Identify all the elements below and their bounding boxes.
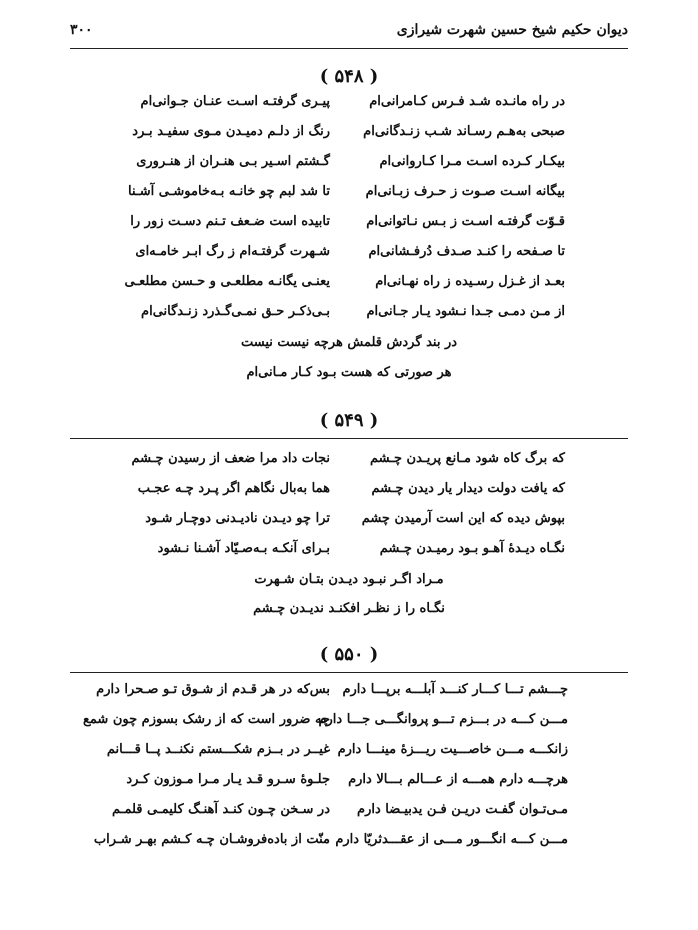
hemistich-2: بپوش دیده که این است آرمیدن چشم [361,511,565,526]
hemistich-2: صبحی به‌هـم رسـاند شـب زنـدگانی‌ام [363,124,565,139]
hemistich-2: تا صـفحه را کنـد صـدف دُرفـشانی‌ام [368,244,565,259]
hemistich-2: از مـن دمـی جـدا نـشود یـار جـانی‌ام [366,304,565,319]
closing-hemistich-1: در بند گردش قلمش هرچه نیست نیست [240,335,458,350]
closing-hemistich-2: هر صورتی که هست بـود کـار مـانی‌ام [246,365,452,380]
section-divider [70,672,628,673]
closing-hemistich-1: مـراد اگـر نبـود دیـدن بتـان شـهرت [254,572,444,587]
hemistich-2: نگـاه دیـدهٔ آهـو بـود رمیـدن چـشم [379,541,565,556]
hemistich-1: منّت از باده‌فروشـان چـه کـشم بهـر شـراب [93,832,330,847]
hemistich-2: قـوّت گرفتـه اسـت ز بـس نـاتوانی‌ام [366,214,565,229]
section-divider [70,438,628,439]
hemistich-1: ترا چو دیـدن نادیـدنی دوچـار شـود [145,511,330,526]
hemistich-1: جلـوهٔ سـرو قـد یـار مـرا مـوزون کـرد [126,772,330,787]
hemistich-1: گـشتم اسـیر بـی هنـران از هنـروری [136,154,330,169]
hemistich-1: نجات داد مرا ضعف از رسیدن چـشم [131,451,330,466]
hemistich-2: چـــشم تـــا کـــار کنـــد آبلـــه برپـــا دارم [342,682,568,697]
poem-number-549: ( ۵۴۹ ) [319,410,379,431]
hemistich-1: بـی‌ذکـر حـق نمـی‌گـذرد زنـدگانی‌ام [141,304,330,319]
hemistich-2: هرچـــه دارم همـــه از عـــالم بـــالا دارم [348,772,568,787]
hemistich-1: در سـخن چـون کنـد آهنـگ کلیمـی قلمـم [112,802,330,817]
hemistich-1: چه ضرور است که از رشک بسوزم چون شمع [83,712,330,727]
hemistich-2: در راه مانـده شـد فـرس کـامرانی‌ام [369,94,565,109]
hemistich-2: بعـد از غـزل رسـیده ز راه نهـانی‌ام [375,274,565,289]
hemistich-1: تابیده است ضـعف تـنم دسـت زور را [130,214,330,229]
hemistich-1: بس‌که در هر قـدم از شـوق تـو صـحرا دارم [96,682,330,697]
hemistich-1: رنگ از دلـم دمیـدن مـوی سفیـد بـرد [132,124,330,139]
page-header [70,20,628,49]
hemistich-1: غیــر در بــزم شکـــستم نکنــد پــا قـــانم [106,742,330,757]
hemistich-2: که برگ کاه شود مـانع پریـدن چـشم [369,451,565,466]
hemistich-2: مـــن کـــه انگـــور مـــی از عقـــدثریّا دارم [335,832,568,847]
hemistich-2: مـــن کـــه در بـــزم تـــو پروانگـــی جـــا دارم [318,712,568,727]
hemistich-1: یعنـی یگانـه مطلعـی و حـسن مطلعـی [124,274,330,289]
hemistich-2: که یافت دولت دیدار یار دیدن چـشم [371,481,565,496]
book-title: دیوان حکیم شیخ حسین شهرت شیرازی [396,22,628,38]
hemistich-2: بیکـار کـرده اسـت مـرا کـاروانی‌ام [379,154,565,169]
hemistich-1: بـرای آنکـه بـه‌صـیّاد آشـنا نـشود [157,541,330,556]
hemistich-2: بیگانه اسـت صـوت ز حـرف زبـانی‌ام [365,184,565,199]
closing-hemistich-2: نگـاه را ز نظـر افکنـد ندیـدن چـشم [253,601,445,616]
hemistich-1: تا شد لبم چو خانـه بـه‌خاموشـی آشـنا [128,184,330,199]
page-number: ۳۰۰ [70,22,93,38]
poem-number-550: ( ۵۵۰ ) [319,644,379,665]
hemistich-1: هما به‌بال نگاهم اگر پـرد چـه عجـب [137,481,330,496]
poem-number-548: ( ۵۴۸ ) [319,66,379,87]
hemistich-1: شـهرت گرفتـه‌ام ز رگ ابـر خامـه‌ای [135,244,330,259]
hemistich-2: زانکـــه مـــن خاصـــیت ریـــزهٔ مینـــا دارم [337,742,568,757]
hemistich-1: پیـری گرفتـه اسـت عنـان جـوانی‌ام [140,94,330,109]
hemistich-2: مـی‌تـوان گفـت دریـن فـن یدبیـضا دارم [357,802,568,817]
